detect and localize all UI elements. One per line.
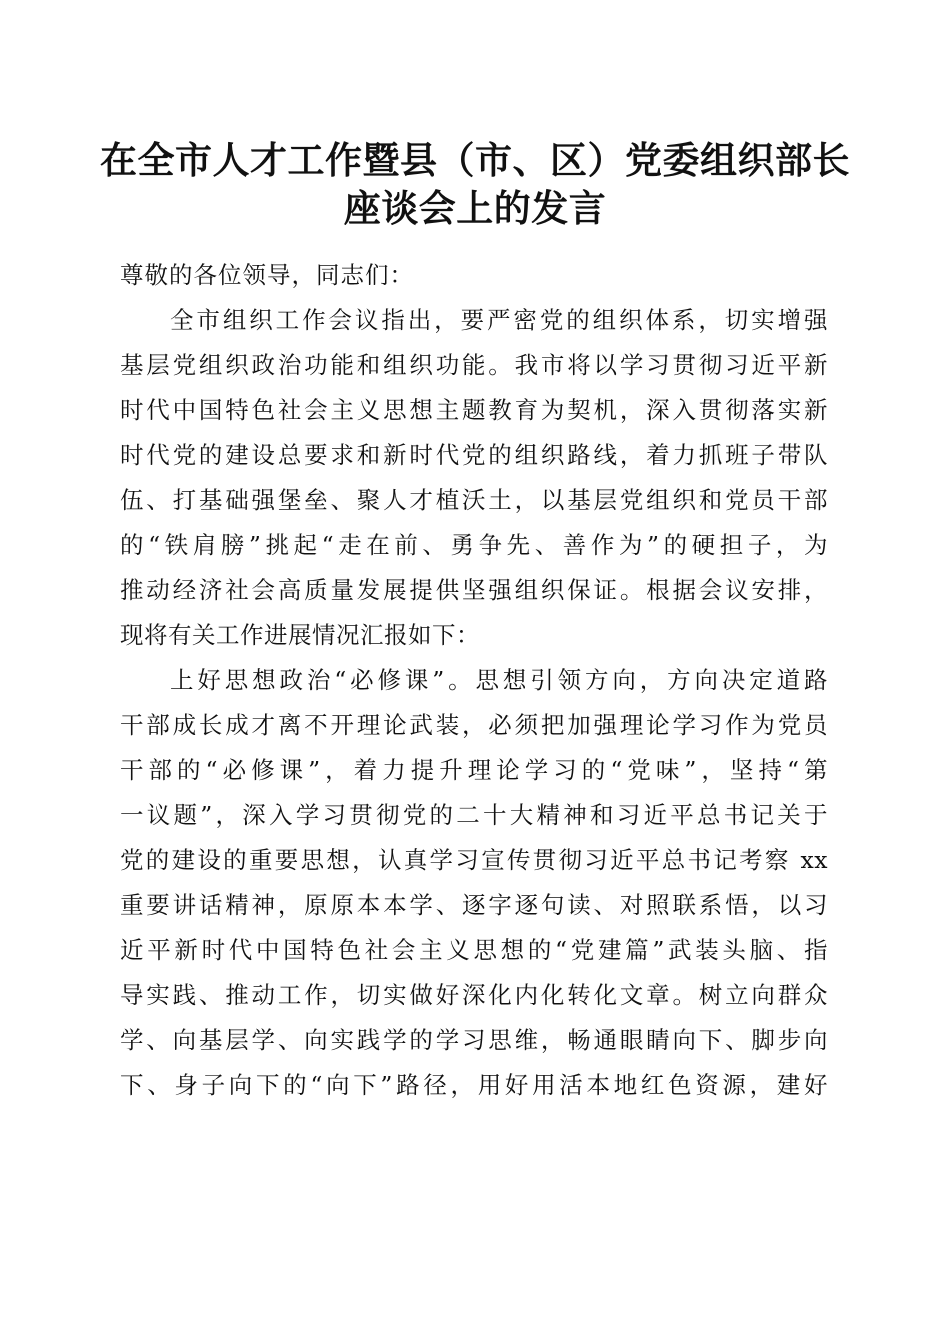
paragraph-line: 时代中国特色社会主义思想主题教育为契机，深入贯彻落实新 xyxy=(120,396,828,424)
paragraph-line: 党的建设的重要思想，认真学习宣传贯彻习近平总书记考察 xx xyxy=(120,846,828,874)
document-title xyxy=(100,136,850,232)
paragraph-line: 的“铁肩膀”挑起“走在前、勇争先、善作为”的硬担子，为 xyxy=(120,531,828,559)
document-body xyxy=(120,253,828,1108)
paragraph-line: 干部的“必修课”，着力提升理论学习的“党味”，坚持“第 xyxy=(120,756,828,784)
paragraph-line: 推动经济社会高质量发展提供坚强组织保证。根据会议安排， xyxy=(120,576,828,604)
paragraph-line: 伍、打基础强堡垒、聚人才植沃土，以基层党组织和党员干部 xyxy=(120,486,828,514)
paragraph-line: 全市组织工作会议指出，要严密党的组织体系，切实增强 xyxy=(170,306,828,334)
paragraph-line: 下、身子向下的“向下”路径，用好用活本地红色资源，建好 xyxy=(120,1071,828,1099)
paragraph-line: 近平新时代中国特色社会主义思想的“党建篇”武装头脑、指 xyxy=(120,936,828,964)
paragraph-line: 基层党组织政治功能和组织功能。我市将以学习贯彻习近平新 xyxy=(120,351,828,379)
paragraph-line: 干部成长成才离不开理论武装，必须把加强理论学习作为党员 xyxy=(120,711,828,739)
salutation: 尊敬的各位领导，同志们： xyxy=(120,261,414,289)
paragraph-2 xyxy=(120,658,828,1108)
paragraph-line: 时代党的建设总要求和新时代党的组织路线，着力抓班子带队 xyxy=(120,441,828,469)
paragraph-line: 导实践、推动工作，切实做好深化内化转化文章。树立向群众 xyxy=(120,981,828,1009)
paragraph-1 xyxy=(120,298,828,658)
title-line-2: 座谈会上的发言 xyxy=(343,186,607,230)
paragraph-line: 现将有关工作进展情况汇报如下： xyxy=(120,621,480,649)
paragraph-line: 一议题”，深入学习贯彻党的二十大精神和习近平总书记关于 xyxy=(120,801,828,829)
title-line-1: 在全市人才工作暨县（市、区）党委组织部长 xyxy=(100,138,850,182)
paragraph-line: 重要讲话精神，原原本本学、逐字逐句读、对照联系悟，以习 xyxy=(120,891,828,919)
paragraph-line: 学、向基层学、向实践学的学习思维，畅通眼睛向下、脚步向 xyxy=(120,1026,828,1054)
paragraph-line: 上好思想政治“必修课”。思想引领方向，方向决定道路 xyxy=(170,666,828,694)
